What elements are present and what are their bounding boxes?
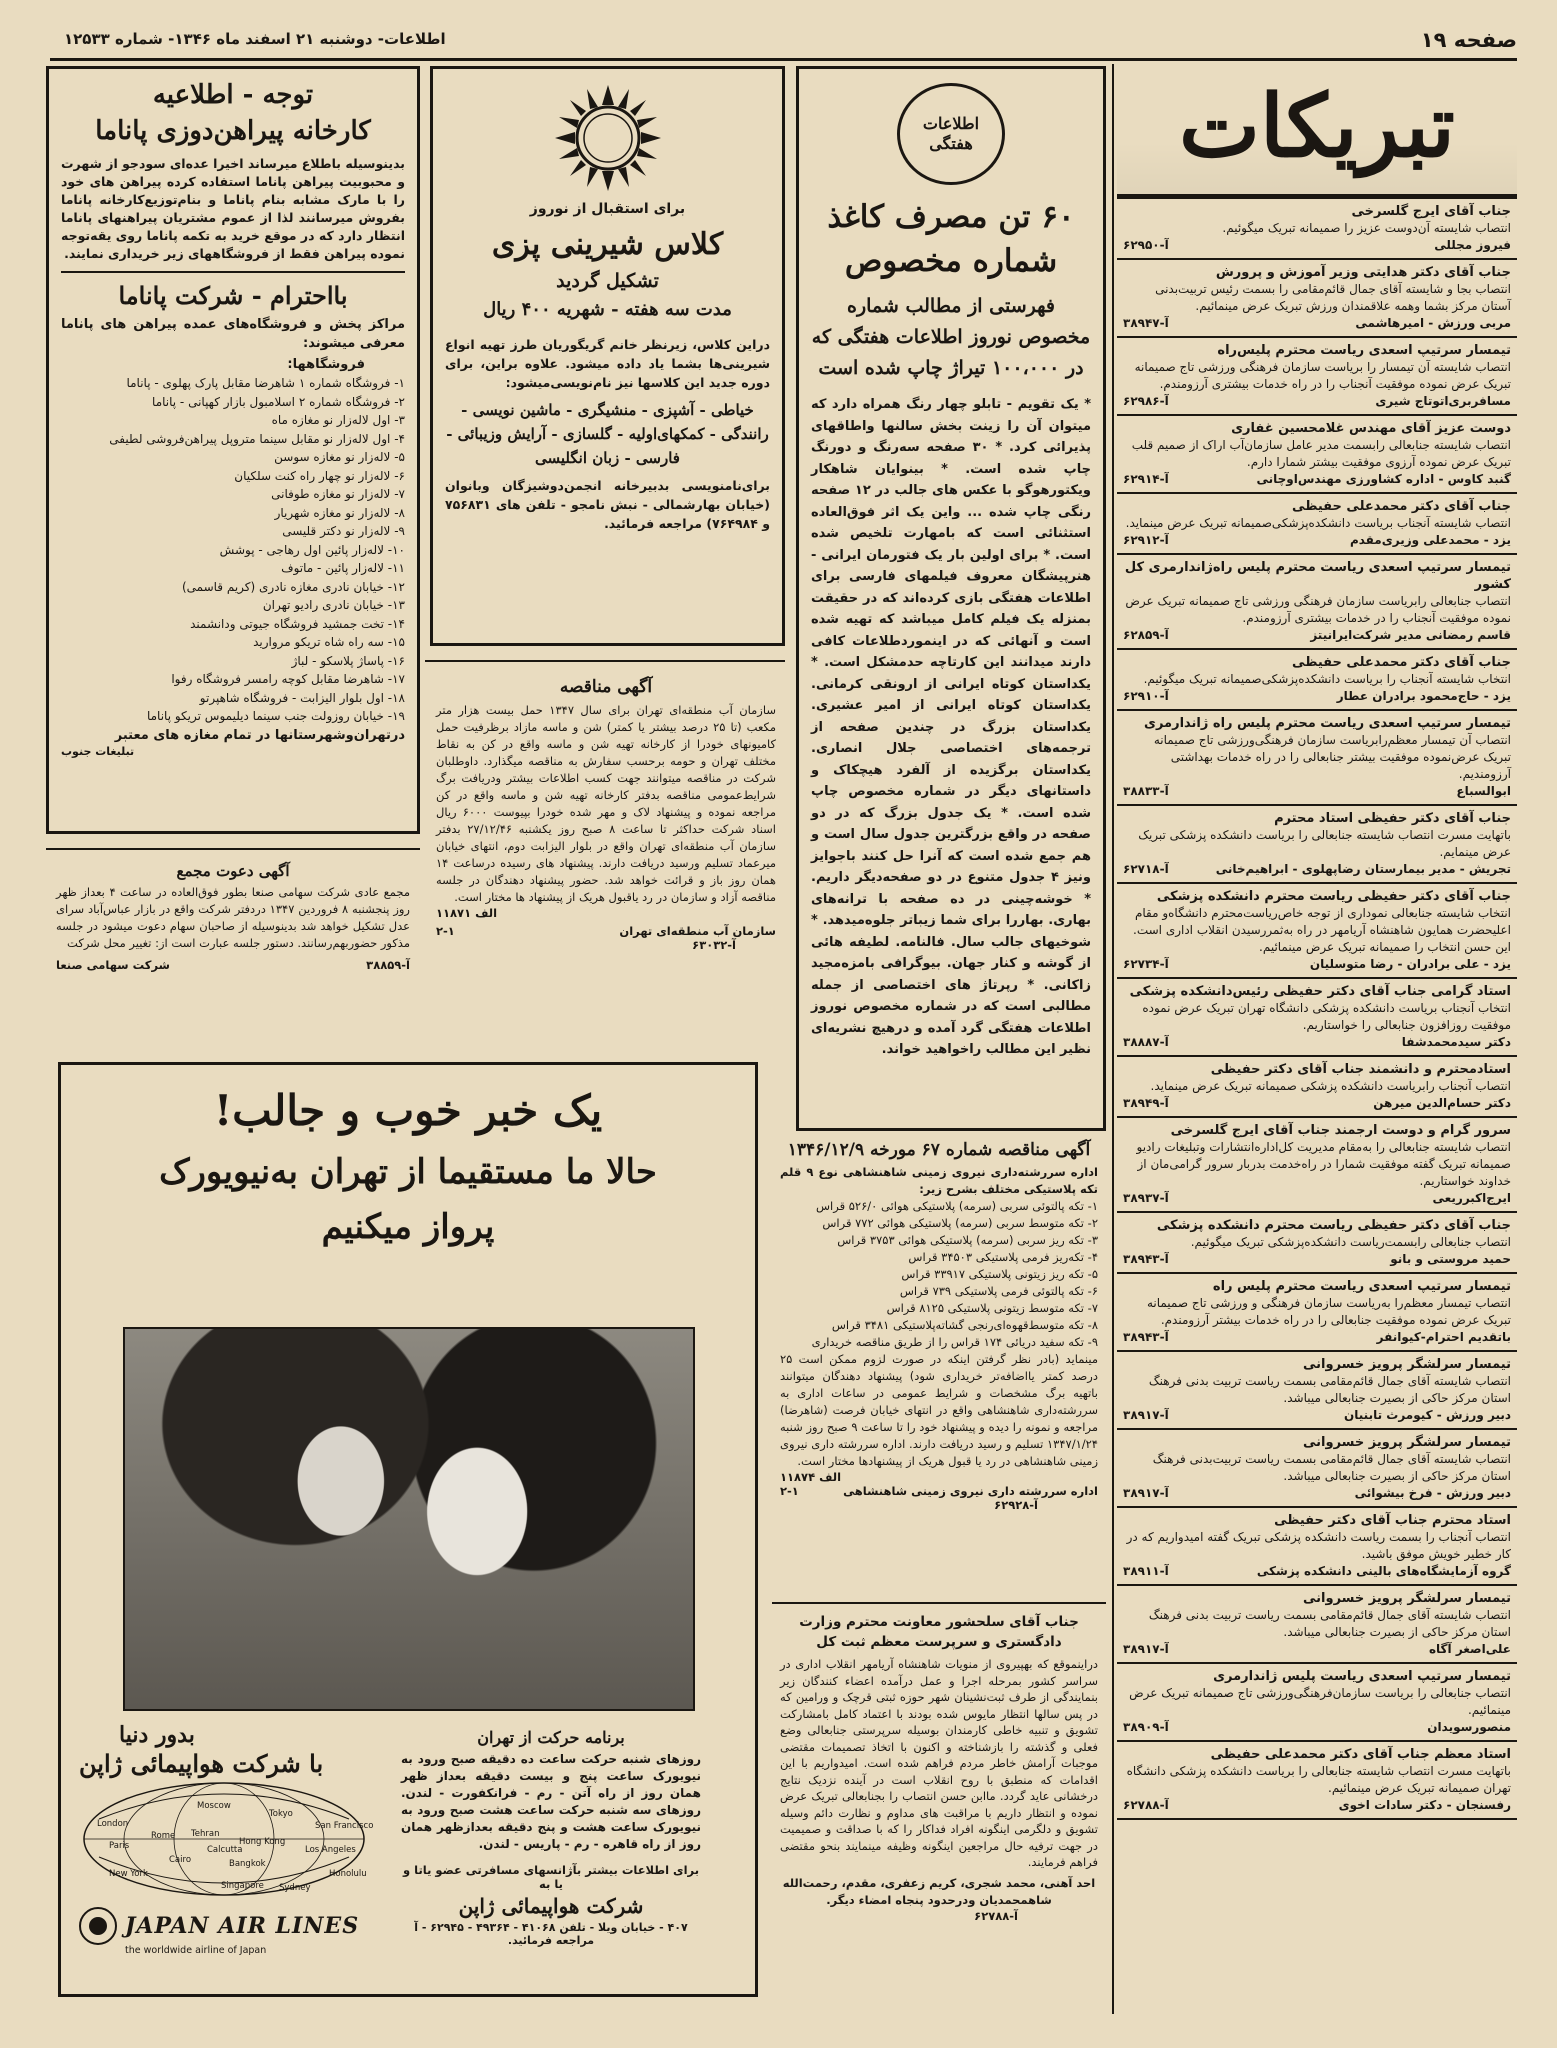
tender-item: ۲- تکه متوسط سربی (سرمه) پلاستیکی هوائی ۷۷۲ قراس: [822, 1216, 1098, 1230]
congrats-body: باتهایت مسرت انتصاب شایسته جنابعالی را بریاست دانشکده پزشکی دانشگاه تهران صمیمانه تبریک عرض مینمائیم.: [1126, 1764, 1511, 1795]
water-tender-body: سازمان آب منطقه‌ای تهران برای سال ۱۳۴۷ حمل بیست هزار متر مکعب (تا ۲۵ درصد بیشتر یا کمتر) شن و ماسه مازاد برظرفیت حمل کامیونهای خودرا از کارخانه تهیه شن و ماسه واقع در کن به نقاط مختلف تهران و حومه برحسب سفارش به مناقصه میگذارد. داوطلبان شرکت در مناقصه میتوانند جهت کسب اطلاعات بیشتر ودریافت برگ شرایط‌عمومی مناقصه بدفتر کارخانه تهیه شن و ماسه واقع در کن مراجعه نموده و پیشنهاد لاک و مهر شده خودرا بپیوست ۶۰۰۰ ریال اسناد شرکت حداکثر تا ساعت ۸ صبح روز یکشنبه ۲۷/۱۲/۴۶ بدفتر سازمان آب منطقه‌ای تهران واقع در بلوار الیزابت دوم، انتهای خیابان میرعماد تسلیم ورسید دریافت دارند. پیشنهاد های رسیده درساعت ۱۴ همان روز باز و قرائت خواهد شد. حضور پیشنهاد دهندگان در جلسه مناقصه آزاد و سازمان در رد یاقبول هریک از پیشنهاد ها مختار است.: [436, 703, 776, 904]
congrats-body: انتصاب شایسته آقای جمال قائم‌مقامی بسمت ریاست تربیت بدنی فرهنگ استان مرکز حاکی از بصیرت جنابعالی میباشد.: [1148, 1608, 1511, 1639]
army-tender-body: مینماید (بادر نظر گرفتن اینکه در صورت لزوم ممکن است ۲۵ درصد کمتر یااضافه‌تر خریداری شود) پیشنهاد دهندگان میتوانند باتهیه برگ مشخصات و شرایط عمومی در ساعات اداری به سررشته‌داری شاهنشاهی واقع در انتهای خیابان فرصت (شاهرضا) مراجعه و نمونه را دیده و پیشنهاد خود را تا ساعت ۹ صبح روز شنبه ۱۳۴۷/۱/۲۴ تسلیم و رسید دریافت دارند. اداره سررشته داری نیروی زمینی شاهنشاهی در رد یا قبول هریک از پیشنهادها مختار است.: [780, 1352, 1099, 1468]
congrats-code: آ-۳۸۹۴۹: [1123, 1096, 1169, 1110]
congrats-item: [1117, 650, 1517, 711]
congrats-title: جناب آقای ایرج گلسرخی: [1351, 204, 1511, 219]
congrats-item: [1117, 1430, 1517, 1508]
congrats-item: [1117, 806, 1517, 884]
route-city-label: Cairo: [169, 1855, 192, 1865]
ettelaat-haftegi-logo: اطلاعات هفتگی: [897, 83, 1005, 185]
congrats-item: [1117, 1057, 1517, 1118]
water-tender-num: ۲-۱: [436, 924, 455, 938]
store-item: ۱۲- خیابان نادری مغازه نادری (کریم قاسمی): [181, 579, 405, 594]
congrats-code: آ-۶۲۹۵۰: [1123, 238, 1169, 252]
congrats-code: آ-۳۸۹۱۱: [1123, 1564, 1169, 1578]
congrats-sign: دبیر ورزش - فرخ بیشوائی: [1354, 1486, 1511, 1500]
water-tender: [428, 668, 784, 1068]
congrats-body: انتخاب شایسته جنابعالی نموداری از توجه خاص‌ریاست‌محترم دانشگاه‌و مقام اعلیحضرت همایون شاهنشاه آریامهر در راه به‌ثمررسیدن انقلاب اداری است. این حسن انتخاب را صمیمانه تبریک عرض مینمائیم.: [1133, 906, 1511, 954]
congrats-sign: یزد - حاج‌محمود برادران عطار: [1336, 689, 1511, 703]
panama-body: بدینوسیله باطلاع میرساند اخیرا عده‌ای سودجو از شهرت و محبوبیت پیراهن پاناما استفاده کرده پیراهن های خود را با مارک مشابه بنام پاناما و بنام‌توزیع‌کارخانه پاناما بفروش میرسانند لذا از عموم مشتریان پیراهنهای پاناما انتظار دارد که در موقع خرید به تکمه پاناما روی یقه‌توجه نموده پیراهن فقط از فروشگاههای زیر خریداری نمایند.: [61, 156, 405, 261]
congrats-body: انتصاب تیمسار معظم‌را به‌ریاست سازمان فرهنگی و ورزشی تاج صمیمانه تبریک عرض نموده موفقیت جنابعالی را در راه خدمات بیشتر آرزومندم.: [1146, 1296, 1511, 1327]
congrats-sign: گروه آزمایشگاه‌های بالینی دانشکده پزشکی: [1256, 1564, 1511, 1578]
page-number: صفحه ۱۹: [1420, 28, 1517, 52]
panama-title-2: کارخانه پیراهن‌دوزی پاناما: [95, 116, 371, 146]
congrats-title: استادمحترم و دانشمند جناب آقای دکتر حفیظی: [1210, 1062, 1511, 1077]
congrats-body: انتصاب جنابعالی رابسمت‌ریاست دانشکده‌پزشکی تبریک میگوئیم.: [1190, 1235, 1511, 1249]
congrats-title: تیمسار سرلشگر پرویز خسروانی: [1303, 1435, 1511, 1450]
store-item: ۱۷- شاهرضا مقابل کوچه رامسر فروشگاه رفوا: [171, 672, 405, 686]
congrats-item: [1117, 555, 1517, 650]
route-city-label: Moscow: [197, 1801, 231, 1811]
congrats-sign: گنبد کاوس - اداره کشاورزی مهندس‌اوچانی: [1256, 472, 1511, 486]
congrats-code: آ-۳۸۹۱۷: [1123, 1642, 1169, 1656]
tabrikat-title: تبریکات: [1117, 64, 1517, 199]
masthead-date: اطلاعات- دوشنبه ۲۱ اسفند ماه ۱۳۴۶- شماره ۱۲۵۳۳: [64, 30, 446, 48]
special-issue-body: * یک تقویم - تابلو چهار رنگ همراه دارد که میتوان آن را زینت بخش سالنها واطاقهای پذیرائی کرد. * ۳۰ صفحه سه‌رنگ و دورنگ چاپ شده است. * بینوایان شاهکار ویکتورهوگو با عکس های جالب در ۱۲ صفحه رنگی چاپ شده ... واین یک اثر فوق‌العاده استثنائی است که بامهارت تلخیص شده است. * برای اولین بار یک فتورمان ایرانی - هنرپیشگان معروف فیلمهای فارسی برای اطلاعات هفتگی بازی کرده‌اند که در حقیقت بمنزله یک فیلم کامل میباشد که تهیه شده است و آنهائی که در اینموردطلاعات کافی دارند میدانند این کارتاچه حدمشکل است. * یکداستان کوتاه ایرانی از ارونقی کرمانی. یکداستان کوتاه ایرانی از امیر عشیری. یکداستان بزرگ در چندین صفحه از ترجمه‌های اختصاصی جلال انصاری. یکداستان برگزیده از آلفرد هیچکاک و داستانهای دیگر در شماره مخصوص چاپ شده است. * یک جدول بزرگ که در دو صفحه در واقع بزرگترین جدول سال است و هم جمع شده است که آنرا حل کنند باجوایز ونیز ۴ جدول متنوع در دو صفحه‌دیگر داریم. * خوشه‌چینی در ده صفحه با ترانه‌های بهاری. بهاررا برای شما زیباتر جلوه‌میدهد. * شوخیهای جالب سال. فالنامه. لطیفه هائی از گوشه و کنار جهان. بیوگرافی بامزه‌مجید زاکانی. * رپرتاژ های اختصاصی از جمله مطالبی است که در شماره مخصوص نوروز اطلاعات هفتگی گرد آمده و درهیچ نشریه‌ای نظیر این مطالب راخواهید خواند.: [811, 397, 1091, 1057]
jal-side-2: با شرکت هواپیمائی ژاپن: [79, 1749, 324, 1778]
store-item: ۴- اول لاله‌زار نو مقابل سینما متروپل پیراهن‌فروشی لطیفی: [109, 431, 405, 446]
congrats-code: آ-۳۸۸۸۷: [1123, 1035, 1169, 1049]
congrats-item: [1117, 416, 1517, 494]
jal-line2: حالا ما مستقیما از تهران به‌نیویورک: [159, 1152, 657, 1192]
registry-letter: [772, 1608, 1106, 2004]
water-tender-code: الف ۱۱۸۷۱: [436, 906, 498, 920]
congrats-title: تیمسار سرتیپ اسعدی ریاست محترم پلیس راه: [1212, 1279, 1511, 1294]
store-item: ۱۹- خیابان روزولت جنب سینما دیلیموس تریکو پاناما: [146, 709, 405, 723]
store-item: ۱۶- پاساژ پلاسکو - لباژ: [291, 653, 405, 668]
congrats-sign: یزد - محمدعلی وزیری‌مقدم: [1349, 533, 1511, 547]
congrats-code: آ-۶۲۹۸۶: [1123, 394, 1169, 408]
army-tender-intro: اداره سررشته‌داری نیروی زمینی شاهنشاهی نوع ۹ قلم تکه پلاستیکی مختلف بشرح زیر:: [780, 1165, 1098, 1196]
route-city-label: Rome: [151, 1831, 176, 1841]
water-tender-title: آگهی مناقصه: [559, 677, 653, 697]
congrats-sign: دکتر حسام‌الدین میرهن: [1373, 1096, 1511, 1110]
congrats-title: جناب آقای دکتر محمدعلی حفیظی: [1292, 499, 1511, 514]
jal-brand: JAPAN AIR LINES: [125, 1913, 360, 1939]
congrats-title: جناب آقای دکتر حفیظی ریاست محترم دانشکده پزشکی: [1156, 1218, 1511, 1233]
congrats-sign: منصورسویدان: [1427, 1720, 1511, 1734]
store-item: ۸- لاله‌زار نو مغازه شهریار: [274, 505, 405, 520]
water-tender-sign: سازمان آب منطقه‌ای تهران: [619, 924, 776, 938]
army-tender-title: آگهی مناقصه شماره ۶۷ مورخه ۱۳۴۶/۱۲/۹: [787, 1140, 1091, 1160]
congrats-code: آ-۳۸۹۴۳: [1123, 1252, 1169, 1266]
tender-item: ۸- تکه متوسط‌قهوه‌ای‌رنجی گشاته‌پلاستیکی ۳۴۸۱ قراس: [831, 1318, 1098, 1332]
jal-company: شرکت هواپیمائی ژاپن: [458, 1894, 644, 1918]
congrats-title: سرور گرام و دوست ارجمند جناب آقای ایرج گلسرخی: [1170, 1123, 1511, 1138]
congrats-title: تیمسار سرتیپ اسعدی ریاست محترم پلیس راه‌ژاندارمری کل کشور: [1124, 560, 1511, 592]
congrats-sign: حمید مروستی و بانو: [1390, 1252, 1511, 1266]
store-item: ۱۳- خیابان نادری رادیو تهران: [262, 598, 405, 612]
meeting-body: مجمع عادی شرکت سهامی صنعا بطور فوق‌العاده در ساعت ۴ بعداز ظهر روز پنجشنبه ۸ فروردین ۱۳۴۷ دردفتر شرکت واقع در بازار عباس‌آباد سرای عدل تشکیل خواهد شد بدینوسیله از صاحبان سهام دعوت میشود در جلسه مذکور حضوربهم‌رسانند. دستور جلسه عبارت است از: تغییر محل شرکت: [56, 885, 410, 950]
letter-code: آ-۶۲۷۸۸: [974, 1908, 1018, 1923]
route-city-label: London: [97, 1819, 129, 1829]
congrats-title: جناب آقای دکتر محمدعلی حفیظی: [1292, 655, 1511, 670]
jal-contact: ۴۰۷ - خیابان ویلا - تلفن ۴۱۰۶۸ - ۴۹۳۶۴ - ۶۲۹۴۵ - آ مراجعه فرمائید.: [414, 1921, 688, 1947]
special-issue-ad: [796, 66, 1106, 1131]
special-issue-headline-2: شماره مخصوص: [844, 243, 1058, 279]
jal-route-block: [79, 1721, 384, 1981]
congrats-code: آ-۳۸۹۳۷: [1123, 1191, 1169, 1205]
congrats-title: استاد گرامی جناب آقای دکتر حفیظی رئیس‌دانشکده پزشکی: [1129, 984, 1511, 999]
congrats-sign: مسافربری‌اتوتاج شیری: [1375, 394, 1511, 408]
route-city-label: Tehran: [191, 1829, 220, 1839]
letter-body: دراینموقع که بهپیروی از منویات شاهنشاه آریامهر انقلاب اداری در سراسر کشور بمرحله اجرا و عمل درآمده اعضاء کنندگان زیر بنمایندگی از طرف ثبت‌نشینان شهر حوزه ثبتی قرچک و ورامین که در پس سالها انتظار مایوس شده بودند با اعتماد کامل بامشارکت تشویق و تنبیه خاطی کارمندان بوسیله سرپرستی جنابعالی وضع فعلی و گذشته را بازشناخته و اکنون با اتخاذ تصمیمات مقتضی موجبات آرامش خاطر مردم فراهم شده است. امیدواریم با این اقدامات که منطبق با روح انقلاب است در آینده نزدیک نتایج درخشانی عاید گردد. ماابن حسن انتصاب را بجنابعالی تبریک عرض نموده و انتظار داریم با مراقبت های مداوم و نظارت دائم وسیله تشویق و دلگرمی اینگونه افراد فداکار را که با صداقت و صمیمیت در جهت ترفیه حال مراجعین اینگونه وظیفه مینمایند بنحو مقتضی فراهم فرمایند.: [780, 1657, 1098, 1869]
store-item: ۶- لاله‌زار نو چهار راه کنت سلکیان: [234, 468, 405, 483]
congrats-title: تیمسار سرتیپ اسعدی ریاست پلیس ژاندارمری: [1213, 1669, 1511, 1684]
congrats-item: [1117, 338, 1517, 416]
pastry-title: کلاس شیرینی پزی: [491, 227, 724, 262]
congrats-code: آ-۶۲۷۱۸: [1123, 862, 1169, 876]
congrats-body: انتصاب جنابعالی رابریاست سازمان فرهنگی ورزشی تاج صمیمانه تبریک عرض نموده موفقیت آنجناب را در خدمات بیشتری آرزومندم.: [1125, 594, 1511, 625]
congrats-body: انتصاب شایسته آنجناب بریاست دانشکده‌پزشکی‌صمیمانه تبریک عرض مینماید.: [1125, 516, 1511, 530]
tender-item: ۹- تکه سفید دریائی ۱۷۴ قراس را از طریق مناقصه خریداری: [811, 1335, 1098, 1349]
army-tender-sign: اداره سررشته داری نیروی زمینی شاهنشاهی: [843, 1484, 1098, 1498]
store-item: ۱۰- لاله‌زار پائین اول رهاجی - پوشش: [219, 542, 405, 557]
pastry-courses: خیاطی - آشپزی - منشیگری - ماشین نویسی - رانندگی - کمکهای‌اولیه - گلسازی - آرایش وزیبائی - فارسی - زبان انگلیسی: [446, 401, 769, 467]
panama-title: توجه - اطلاعیه: [152, 80, 314, 110]
congrats-code: آ-۳۸۹۴۳: [1123, 1330, 1169, 1344]
army-tender-num: ۲-۱: [780, 1484, 799, 1498]
jal-tagline: the worldwide airline of Japan: [125, 1945, 267, 1956]
tender-item: ۵- تکه ریز زیتونی پلاستیکی ۳۳۹۱۷ قراس: [901, 1267, 1098, 1281]
congrats-body: انتخاب آنجناب بریاست دانشکده پزشکی دانشگاه تهران تبریک عرض نموده موفقیت روزافزون جنابعالی را خواستاریم.: [1142, 1001, 1511, 1032]
store-item: ۱۴- تخت جمشید فروشگاه جیوتی ودانشمند: [190, 616, 405, 631]
store-item: ۱۱- لاله‌زار پائین - ماتوف: [281, 561, 405, 575]
tender-item: ۷- تکه متوسط زیتونی پلاستیکی ۸۱۲۵ قراس: [886, 1301, 1098, 1315]
congrats-code: آ-۶۲۷۳۴: [1123, 957, 1169, 971]
letter-title: جناب آقای سلحشور معاونت محترم وزارت دادگستری و سرپرست معظم ثبت کل: [799, 1614, 1079, 1650]
congrats-body: انتصاب شایسته آن‌دوست عزیز را صمیمانه تبریک میگوئیم.: [1222, 221, 1511, 235]
congrats-item: [1117, 979, 1517, 1057]
pastry-footer: برای‌نامنویسی بدبیرخانه انجمن‌دوشیزگان وبانوان (خیابان بهارشمالی - نبش نامجو - تلفن های ۷۵۶۸۳۱ و ۷۶۴۹۸۴) مراجعه فرمائید.: [445, 478, 770, 531]
congrats-body: انتصاب شایسته جنابعالی را به‌مقام مدیریت کل‌اداره‌انتشارات وتبلیغات رادیو صمیمانه تبریک گفته موفقیت شمارا در راه‌خدمت بدربار سرور گرامی‌مان از خداوند خواستاریم.: [1136, 1140, 1511, 1188]
tender-item: ۶- تکه پالتوئی فرمی پلاستیکی ۷۳۹ قراس: [899, 1284, 1098, 1298]
congrats-code: آ-۶۲۹۱۴: [1123, 472, 1169, 486]
congrats-title: استاد معظم جناب آقای دکتر محمدعلی حفیظی: [1210, 1747, 1511, 1762]
congrats-body: انتصاب شایسته آقای جمال قائم‌مقامی بسمت ریاست تربیت بدنی فرهنگ استان مرکز حاکی از بصیرت جنابعالی میباشد.: [1148, 1374, 1511, 1405]
congrats-item: [1117, 1352, 1517, 1430]
congrats-sign: رفسنجان - دکتر سادات اخوی: [1338, 1798, 1511, 1812]
congrats-code: آ-۶۲۷۸۸: [1123, 1798, 1169, 1812]
store-item: ۵- لاله‌زار نو مغازه سوسن: [274, 450, 405, 464]
congrats-sign: ایرج‌اکبرریعی: [1432, 1191, 1511, 1205]
congrats-body: انتصاب آن تیمسار معظم‌رابریاست سازمان فرهنگی‌ورزشی تاج صمیمانه تبریک عرض‌نموده موفقیت بیشتر جنابعالی را در راه خدمات بهداشتی آرزومندیم.: [1153, 733, 1511, 781]
jal-line3: پرواز میکنیم: [321, 1207, 495, 1247]
panama-regards: بااحترام - شرکت پاناما: [118, 281, 348, 310]
congrats-sign: قاسم رمضانی مدیر شرکت‌ایرانیتز: [1310, 628, 1511, 642]
route-city-label: San Francisco: [315, 1821, 374, 1831]
jal-program: روزهای شنبه حرکت ساعت ده دقیقه صبح ورود به نیویورک ساعت پنج و بیست دقیقه بعداز ظهر همان روز از راه آتن - رم - فرانکفورت - لندن. روزهای سه شنبه حرکت ساعت هشت صبح ورود به نیویورک ساعت هشت و پنج دقیقه بعدازظهر همان روز از راه قاهره - رم - پاریس - لندن.: [401, 1752, 701, 1851]
army-tender: [772, 1132, 1106, 1612]
store-item: ۲- فروشگاه شماره ۲ اسلامبول بازار کهپانی - پاناما: [152, 394, 405, 409]
tender-item: ۴- تکه‌ریز فرمی پلاستیکی ۳۴۵۰۳ قراس: [908, 1250, 1098, 1264]
congrats-sign: تجریش - مدیر بیمارستان رضاپهلوی - ابراهیم‌خانی: [1215, 862, 1511, 876]
congrats-body: انتصاب شایسته آقای جمال قائم‌مقامی بسمت ریاست تربیت‌بدنی فرهنگ استان مرکز حاکی از بصیرت جنابعالی میباشد.: [1152, 1452, 1511, 1483]
pastry-pre: برای استقبال از نوروز: [529, 201, 686, 217]
jal-headline: یک خبر خوب و جالب!: [213, 1086, 603, 1135]
jal-side-1: بدور دنیا: [119, 1722, 195, 1748]
meeting-title: آگهی دعوت مجمع: [176, 862, 290, 880]
jal-schedule: [401, 1725, 701, 1980]
congrats-code: آ-۳۸۹۴۷: [1123, 316, 1169, 330]
route-city-label: Tokyo: [269, 1809, 293, 1819]
panama-list-intro: مراکز پخش و فروشگاه‌های عمده پیراهن های پاناما معرفی میشوند:: [61, 317, 405, 351]
route-city-label: Honolulu: [329, 1869, 367, 1879]
route-city-label: Calcutta: [207, 1845, 243, 1855]
tender-item: ۱- تکه پالتوئی سربی (سرمه) پلاستیکی هوائی ۵۲۶/۰ قراس: [816, 1199, 1098, 1213]
congrats-code: آ-۶۲۸۵۹: [1123, 628, 1169, 642]
congrats-body: باتهایت مسرت انتصاب شایسته جنابعالی را بریاست دانشکده پزشکی تبریک عرض مینمایم.: [1138, 828, 1511, 859]
tabrikat-column: [1117, 64, 1517, 2004]
letter-signers: احد آهنی، محمد شجری، کریم زعفری، مقدم، رحمت‌الله شاهمحمدیان ودرحدود پنجاه امضاء دیگر.: [782, 1875, 1096, 1907]
sunburst-emblem-icon: [553, 83, 663, 193]
congrats-item: [1117, 1213, 1517, 1274]
congrats-code: آ-۳۸۸۳۳: [1123, 784, 1169, 798]
army-tender-items: [780, 1198, 1098, 1351]
route-city-label: New York: [109, 1869, 148, 1879]
water-tender-code2: آ-۶۳۰۳۲: [692, 938, 736, 952]
congrats-title: تیمسار سرلشگر پرویز خسروانی: [1303, 1591, 1511, 1606]
congrats-title: تیمسار سرلشگر پرویز خسروانی: [1303, 1357, 1511, 1372]
tender-item: ۳- تکه ریز سربی (سرمه) پلاستیکی هوائی ۳۷۵۳ قراس: [837, 1233, 1098, 1247]
congrats-title: تیمسار سرتیپ اسعدی ریاست محترم پلیس‌راه: [1217, 343, 1511, 358]
congrats-item: [1117, 199, 1517, 260]
army-tender-code2: آ-۶۲۹۲۸: [994, 1498, 1038, 1512]
congrats-sign: مربی ورزش - امیرهاشمی: [1355, 316, 1511, 330]
congrats-sign: فیروز مجللی: [1434, 238, 1511, 252]
panama-stores-title: فروشگاهها:: [287, 357, 365, 372]
congrats-body: انتصاب بجا و شایسته آقای جمال قائم‌مقامی را بسمت رئیس تربیت‌بدنی آستان مرکز بشما وهمه علاقمندان ورزش تبریک عرض مینمائیم.: [1155, 282, 1511, 313]
japan-airlines-ad: [58, 1062, 758, 1997]
jal-city-labels: [79, 1779, 374, 1899]
route-city-label: Hong Kong: [239, 1837, 286, 1847]
panama-ads-credit: تبلیغات جنوب: [61, 744, 135, 758]
meeting-notice: [48, 856, 418, 1036]
congrats-item: [1117, 1586, 1517, 1664]
congrats-sign: علی‌اصغر آگاه: [1428, 1642, 1511, 1656]
panama-notice: [46, 66, 420, 834]
congrats-body: انتصاب شایسته جنابعالی رابسمت مدیر عامل سازمان‌آب اراک از صمیم قلب تبریک عرض نموده آرزوی موفقیت بیشتر شمارا دارم.: [1131, 438, 1511, 469]
store-item: ۱- فروشگاه شماره ۱ شاهرضا مقابل پارک پهلوی - پاناما: [126, 376, 405, 390]
pastry-line1: تشکیل گردید: [556, 270, 659, 292]
special-issue-subhead: فهرستی از مطالب شماره مخصوص نوروز اطلاعات هفتگی که در ۱۰۰،۰۰۰ تیراژ چاپ شده است: [811, 295, 1091, 379]
route-city-label: Sydney: [279, 1883, 311, 1893]
congrats-sign: ابوالسباع: [1456, 784, 1511, 798]
congrats-body: انتصاب جنابعالی را بریاست سازمان‌فرهنگی‌ورزشی تاج صمیمانه تبریک عرض مینمائیم.: [1129, 1686, 1511, 1717]
congrats-body: انتخاب شایسته آنجناب را بریاست دانشکده‌پزشکی‌صمیمانه تبریک میگوئیم.: [1143, 672, 1511, 686]
pastry-class-ad: [430, 66, 785, 646]
store-item: ۱۵- سه راه شاه تریکو مروارید: [253, 635, 405, 649]
congrats-code: آ-۳۸۹۱۷: [1123, 1408, 1169, 1422]
pastry-body: دراین کلاس، زیرنظر خانم گریگوریان طرز تهیه انواع شیرینی‌ها بشما یاد داده میشود. علاوه براین، برای دوره جدید این کلاسها نیز نام‌نویسی‌میشود:: [445, 337, 770, 390]
congrats-item: [1117, 1118, 1517, 1213]
army-tender-code: الف ۱۱۸۷۴: [780, 1470, 842, 1484]
congrats-sign: باتقدیم احترام-کیوانفر: [1376, 1330, 1511, 1344]
store-item: ۹- لاله‌زار نو دکتر قلیسی: [282, 524, 405, 538]
congrats-item: [1117, 711, 1517, 806]
store-item: ۱۸- اول بلوار الیزابت - فروشگاه شاهپرتو: [199, 690, 405, 705]
store-item: ۷- لاله‌زار نو مغازه طوفانی: [271, 487, 405, 501]
congrats-sign: یزد - علی برادران - رضا متوسلیان: [1309, 957, 1511, 971]
meeting-code: آ-۳۸۸۵۹: [366, 958, 410, 972]
congrats-title: جناب آقای دکتر هدایتی وزیر آموزش و پرورش: [1215, 265, 1511, 280]
route-city-label: Paris: [109, 1841, 130, 1851]
panama-footer: درتهران‌وشهرستانها در تمام مغازه های معتبر: [114, 727, 405, 743]
congrats-sign: دکتر سیدمحمدشفا: [1401, 1035, 1511, 1049]
congrats-sign: دبیر ورزش - کیومرث تابنیان: [1344, 1408, 1511, 1422]
congrats-item: [1117, 1274, 1517, 1352]
route-city-label: Singapore: [221, 1881, 264, 1891]
store-item: ۳- اول لاله‌زار نو مغازه ماه: [271, 413, 405, 427]
special-issue-headline: ۶۰ تن مصرف کاغذ: [827, 199, 1075, 235]
congrats-item: [1117, 1664, 1517, 1742]
congrats-code: آ-۳۸۹۰۹: [1123, 1720, 1169, 1734]
congrats-item: [1117, 1742, 1517, 1820]
congrats-code: آ-۶۲۹۱۰: [1123, 689, 1169, 703]
congrats-title: استاد محترم جناب آقای دکتر حفیظی: [1274, 1513, 1511, 1528]
congrats-title: دوست عزیز آقای مهندس غلامحسین غفاری: [1231, 421, 1511, 436]
congrats-title: تیمسار سرتیپ اسعدی ریاست محترم پلیس راه ژاندارمری: [1144, 716, 1511, 731]
jal-crane-logo-icon: [79, 1907, 117, 1945]
congrats-item: [1117, 260, 1517, 338]
congrats-item: [1117, 494, 1517, 555]
congrats-code: آ-۳۸۹۱۷: [1123, 1486, 1169, 1500]
congrats-code: آ-۶۲۹۱۲: [1123, 533, 1169, 547]
congrats-title: جناب آقای دکتر حفیظی استاد محترم: [1274, 811, 1511, 826]
pastry-fee: مدت سه هفته - شهریه ۴۰۰ ریال: [483, 299, 732, 320]
meeting-sign: شرکت سهامی صنعا: [56, 958, 170, 972]
congrats-body: انتصاب آنجناب را بسمت ریاست دانشکده پزشکی تبریک گفته امیدواریم که در کار خطیر خویش موفق باشید.: [1126, 1530, 1511, 1561]
jal-info: برای اطلاعات بیشتر بآژانسهای مسافرتی عضو یاتا و یا به: [402, 1863, 700, 1891]
tabrikat-list: [1117, 199, 1517, 1820]
couple-photo: [123, 1327, 695, 1711]
congrats-title: جناب آقای دکتر حفیظی ریاست محترم دانشکده پزشکی: [1156, 889, 1511, 904]
congrats-item: [1117, 884, 1517, 979]
panama-store-list: [61, 374, 405, 726]
route-city-label: Los Angeles: [305, 1845, 356, 1855]
congrats-item: [1117, 1508, 1517, 1586]
congrats-body: انتصاب شایسته آن تیمسار را بریاست سازمان فرهنگی ورزشی تاج صمیمانه تبریک عرض نموده موفقیت آنجناب را در راه خدمات بیشتری آرزومندم.: [1134, 360, 1511, 391]
route-city-label: Bangkok: [229, 1859, 266, 1869]
jal-program-title: برنامه حرکت از تهران: [477, 1728, 625, 1747]
congrats-body: انتصاب آنجناب رابریاست دانشکده پزشکی صمیمانه تبریک عرض مینماید.: [1150, 1079, 1511, 1093]
